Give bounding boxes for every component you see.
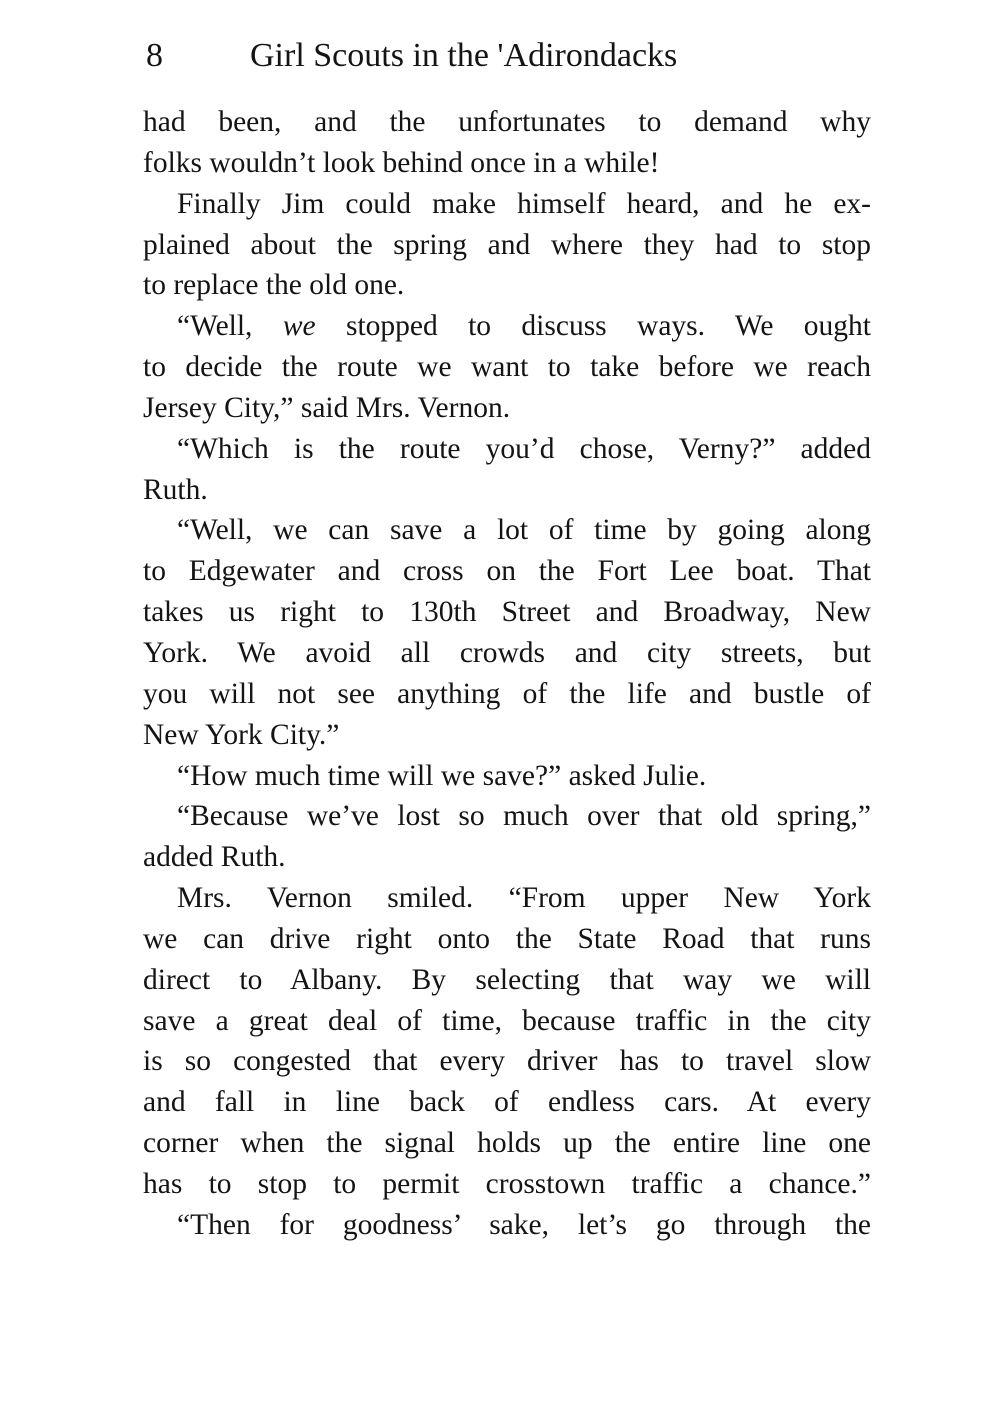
page-number: 8	[146, 37, 163, 74]
text-line	[143, 306, 871, 347]
text-line: “Then for goodness’ sake, let’s go through the	[177, 1208, 871, 1241]
text-line: to replace the old one.	[143, 269, 405, 302]
text-line: we can drive right onto the State Road that runs	[143, 922, 871, 955]
running-head	[146, 30, 886, 82]
text-fragment: “Well,	[177, 310, 253, 343]
text-line: to Edgewater and cross on the Fort Lee boat. That	[143, 555, 871, 588]
text-line: “Because we’ve lost so much over that old spring,”	[177, 800, 871, 833]
text-line: had been, and the unfortunates to demand why	[143, 106, 871, 138]
text-line: and fall in line back of endless cars. At every	[143, 1086, 871, 1119]
text-line: is so congested that every driver has to travel slow	[143, 1045, 871, 1078]
text-line: Jersey City,” said Mrs. Vernon.	[143, 391, 511, 424]
text-line: direct to Albany. By selecting that way we will	[143, 963, 871, 996]
text-fragment: stopped to discuss ways. We ought	[345, 310, 872, 343]
text-line: has to stop to permit crosstown traffic a chance.”	[143, 1167, 871, 1200]
text-line: added Ruth.	[143, 841, 286, 874]
text-line: plained about the spring and where they had to stop	[143, 228, 871, 261]
text-line: to decide the route we want to take before we reach	[143, 351, 871, 384]
italic-word: we	[282, 310, 316, 343]
text-line: “Well, we can save a lot of time by going along	[177, 514, 871, 547]
text-line: Finally Jim could make himself heard, and he ex-	[177, 187, 871, 220]
text-line: “Which is the route you’d chose, Verny?” added	[177, 432, 871, 465]
text-line: “How much time will we save?” asked Julie.	[177, 759, 707, 792]
text-line: you will not see anything of the life and bustle of	[143, 677, 871, 710]
text-line: Ruth.	[143, 473, 208, 506]
text-line: corner when the signal holds up the entire line one	[143, 1127, 871, 1160]
text-line: takes us right to 130th Street and Broadway, New	[143, 596, 871, 629]
text-line: folks wouldn’t look behind once in a while!	[143, 146, 660, 179]
book-title: Girl Scouts in the 'Adirondacks	[250, 37, 678, 74]
text-line: save a great deal of time, because traffic in the city	[143, 1004, 871, 1037]
body-text	[143, 102, 871, 1246]
text-line: New York City.”	[143, 718, 340, 751]
text-line: York. We avoid all crowds and city streets, but	[143, 636, 871, 669]
text-line: Mrs. Vernon smiled. “From upper New York	[177, 882, 871, 915]
